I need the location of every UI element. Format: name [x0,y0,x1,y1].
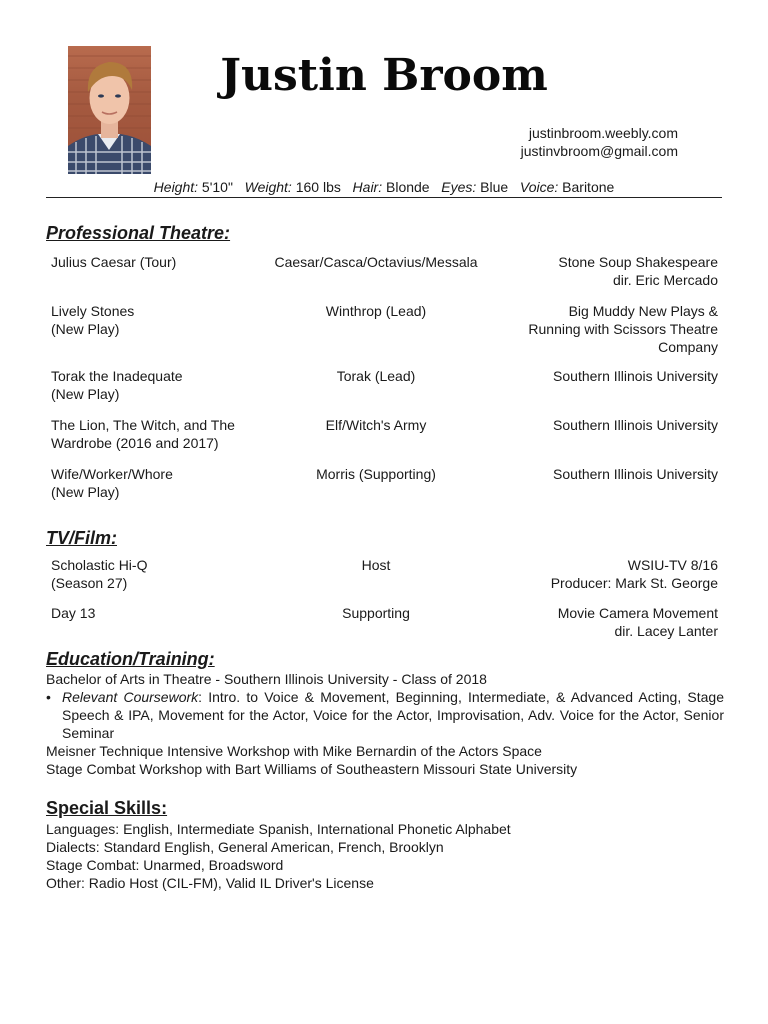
company-line: Stone Soup Shakespeare [558,254,718,270]
section-title-professional-theatre: Professional Theatre: [46,223,231,243]
role: Host [361,557,391,573]
company [478,253,718,289]
role: Caesar/Casca/Octavius/Messala [274,254,478,270]
skills-dialects: Dialects: Standard English, General American, French, Brooklyn [46,839,444,855]
show-title [51,302,261,338]
show-line: (New Play) [51,386,120,402]
height-value: 5'10" [201,179,233,195]
skills-other: Other: Radio Host (CIL-FM), Valid IL Driver's License [46,875,374,891]
section-title-education: Education/Training: [46,649,215,669]
company-line: Movie Camera Movement [557,605,718,621]
height-label: Height: [153,179,199,195]
show-line: (New Play) [51,484,120,500]
section-title-tv-film: TV/Film: [46,528,117,548]
show-title: Day 13 [51,605,96,621]
company-line: WSIU-TV 8/16 [627,557,718,573]
role: Morris (Supporting) [316,466,436,482]
physical-stats [46,178,722,196]
bullet-icon: • [46,689,51,705]
company-line: dir. Eric Mercado [612,272,718,288]
email-link[interactable]: justinvbroom@gmail.com [520,143,678,159]
show-line: The Lion, The Witch, and The [51,417,235,433]
company [478,604,718,640]
weight-value: 160 lbs [295,179,341,195]
workshop-line: Stage Combat Workshop with Bart Williams of Southeastern Missouri State University [46,761,578,777]
show-line: Wife/Worker/Whore [51,466,173,482]
show-title [51,367,261,403]
hair-value: Blonde [386,179,430,195]
coursework-label: Relevant Coursework [62,689,199,705]
company-line: Company [658,339,718,355]
website-link[interactable]: justinbroom.weebly.com [528,125,678,141]
show-line: (New Play) [51,321,120,337]
show-line: Lively Stones [51,303,135,319]
weight-label: Weight: [244,179,292,195]
show-line: (Season 27) [51,575,128,591]
role: Supporting [342,605,410,621]
section-title-special-skills: Special Skills: [46,798,168,818]
header-divider [46,197,722,198]
company [478,302,718,356]
role: Torak (Lead) [336,368,416,384]
contact-info [521,124,678,160]
eyes-label: Eyes: [441,179,477,195]
coursework-list: : Intro. to Voice & Movement, Beginning, Intermediate, & Advanced Acting, Stage Speech & IPA, Movement for the Actor, Voice for the Actor, Improvisation, Adv. Voice for the Actor, Senior Seminar [62,689,724,741]
workshop-line: Meisner Technique Intensive Workshop with Mike Bernardin of the Actors Space [46,743,542,759]
skills-languages: Languages: English, Intermediate Spanish, International Phonetic Alphabet [46,821,511,837]
skills-stage-combat: Stage Combat: Unarmed, Broadsword [46,857,284,873]
show-title [51,556,261,592]
company [478,556,718,592]
company-line: Running with Scissors Theatre [528,321,718,337]
company-line: dir. Lacey Lanter [614,623,718,639]
role: Winthrop (Lead) [325,303,427,319]
show-line: Scholastic Hi-Q [51,557,148,573]
eyes-value: Blue [480,179,509,195]
show-title: Julius Caesar (Tour) [51,254,177,270]
hair-label: Hair: [352,179,383,195]
company-line: Big Muddy New Plays & [568,303,718,319]
show-title [51,465,261,501]
company-line: Producer: Mark St. George [550,575,718,591]
voice-label: Voice: [519,179,559,195]
applicant-name: Justin Broom [220,50,548,101]
show-line: Wardrobe (2016 and 2017) [51,435,219,451]
show-title [51,416,261,452]
company: Southern Illinois University [553,466,718,482]
company: Southern Illinois University [553,368,718,384]
role: Elf/Witch's Army [325,417,427,433]
voice-value: Baritone [562,179,615,195]
show-line: Torak the Inadequate [51,368,183,384]
coursework-text [62,688,724,742]
company: Southern Illinois University [553,417,718,433]
degree-line: Bachelor of Arts in Theatre - Southern Illinois University - Class of 2018 [46,671,487,687]
